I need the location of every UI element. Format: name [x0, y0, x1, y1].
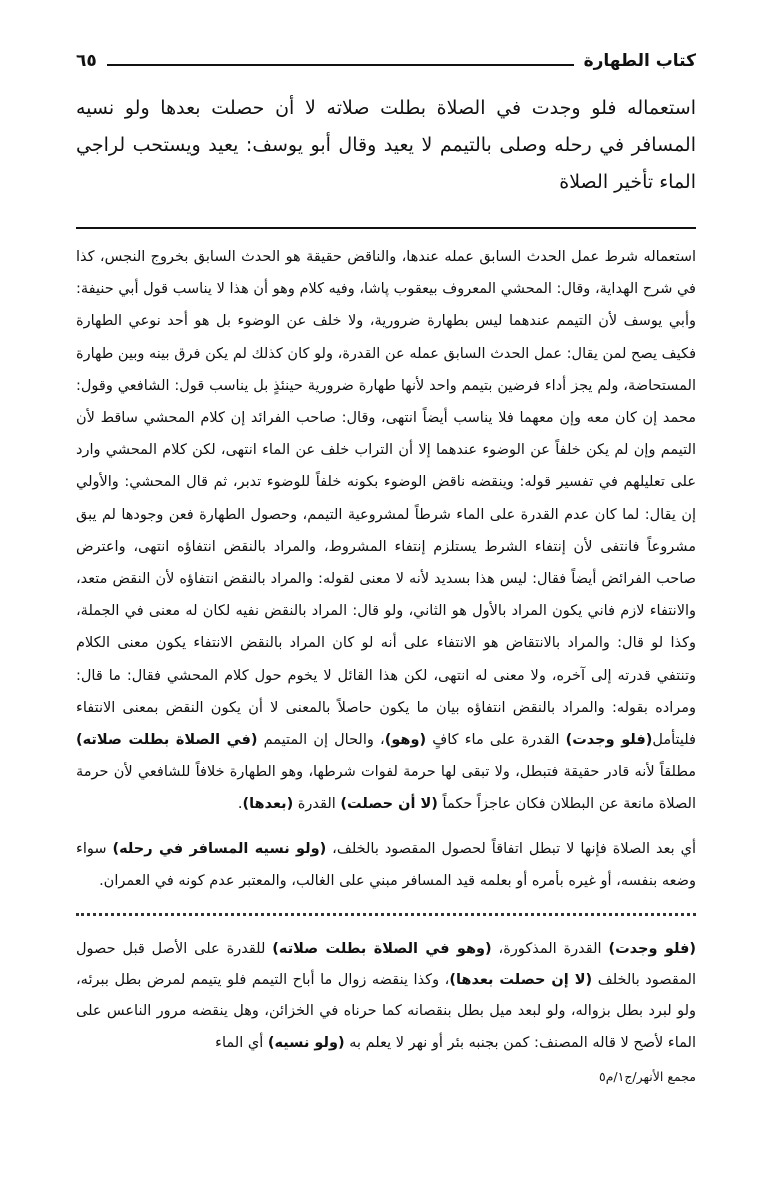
- commentary-divider: [76, 913, 696, 916]
- commentary-text: مطلقاً لأنه قادر حقيقة فتبطل، ولا تبقى لها حرمة لفوات شرطها، وهو الطهارة خلافاً للشافعي لأن حرمة الصلاة مانعة عن البطلان فكان عاجزاً حكماً: [76, 764, 696, 813]
- commentary-text: القدرة على ماء كافٍ: [426, 732, 566, 749]
- book-page: [76, 46, 696, 1092]
- quoted-matn: (ولو نسيه): [267, 1034, 345, 1051]
- quoted-matn: (في الصلاة بطلت صلاته): [76, 732, 258, 749]
- commentary-text: القدرة المذكورة،: [491, 941, 609, 958]
- commentary-text: استعماله شرط عمل الحدث السابق عمله عندها، والناقض حقيقة هو الحدث السابق بخروج النجس، كذا في شرح الهداية، وقال: المحشي المعروف بيعقوب پاشا، وفيه كلام وهو أن هذا لا يناسب قول أبي حنيفة: وأبي يوسف لأن التيمم عندهما ليس بطهارة ضرورية، ولا خلف عن الوضوء بل هو أحد نوعي الطهارة فكيف يصح لمن يقال: عمل الحدث السابق عمله عن القدرة، ولو كان كذلك لم يكن فرق بينه وبين طهارة المستحاضة، ولم يجز أداء فرضين بتيمم واحد لأنها طهارة ضرورية حينئذٍ بل يناسب قول: الشافعي وقول: محمد إن كان معه وإن معهما فلا يناسب أيضاً انتهى، وقال: صاحب الفرائد إن كلام المحشي ساقط لأن التيمم وإن لم يكن خلفاً عن الوضوء عندهما إلا أن التراب خلف عن الماء انتهى، لكن كلام المحشي وارد على تعليلهم في تفسير قوله: وينقضه ناقض الوضوء بكونه خلفاً للوضوء تدبر، ثم قال المحشي: والأولي إن يقال: لما كان عدم القدرة على الماء شرطاً لمشروعية التيمم، وحصول الطهارة فعن وجودها لم يبق مشروعاً فانتفى لأن إنتفاء الشرط يستلزم إنتفاء المشروط، والمراد بالنقض انتفاؤه انتهى، واعترض صاحب الفرائض أيضاً فقال: ليس هذا بسديد لأنه لا معنى لقوله: والمراد بالنقض انتفاؤه لأن النقض متعد، والانتفاء لازم فاني يكون المراد بالأول هو الثاني، ولو قال: المراد بالنقض نفيه لكان له معنى في الجملة، وكذا لو قال: والمراد بالانتقاض هو الانتفاء على أنه لو كان المراد بالنقض الانتفاء يكون معنى الكلام وتنتفي قدرته إلى آخره، ولا معنى له انتهى، لكن هذا القائل لا يخوم حول كلام المحشي فقال: ما قال: ومراده بقوله: والمراد بالنقض انتفاؤه بيان ما يكون حاصلاً بالمعنى لا أن يكون النقض بمعنى الانتفاء فليتأمل: [76, 249, 696, 749]
- commentary-text: للقدرة على الأصل قبل حصول المقصود بالخلف: [76, 941, 696, 989]
- quoted-matn: (لا أن حصلت): [340, 796, 438, 813]
- commentary-text: ، وكذا ينقضه زوال ما أباح التيمم فلو يتيمم لمرض بطل ببرئه، ولو لبرد بطل بزواله، ولو لبعد ميل بطل بنقصانه كما حرناه في الخزائن، وهل ينقضه مرور الناعس على الماء لأصح لا قاله المصنف: كمن بجنبه بئر أو نهر لا يعلم به: [76, 972, 696, 1051]
- quoted-matn: (فلو وجدت): [565, 732, 653, 749]
- chapter-title: كتاب الطهارة: [583, 51, 696, 71]
- main-text-divider: [76, 227, 696, 229]
- commentary-text: القدرة: [293, 796, 341, 813]
- commentary-text: ، والحال إن المتيمم: [257, 732, 385, 749]
- page-number: ٦٥: [76, 51, 97, 71]
- header-rule: [107, 64, 574, 66]
- commentary-paragraph-2: [76, 833, 696, 897]
- quoted-matn: (ولو نسيه المسافر في رحله): [112, 840, 327, 857]
- quoted-matn: (وهو في الصلاة بطلت صلاته): [272, 941, 492, 958]
- commentary-text: سواء وضعه بنفسه، أو غيره بأمره أو بعلمه قيد المسافر مبني على الغالب، والمعتبر عدم كونه في العمران.: [76, 840, 696, 889]
- quoted-matn: (لا إن حصلت بعدها): [449, 972, 593, 989]
- main-text: [76, 90, 696, 201]
- volume-signature: مجمع الأنهر/ج١/م٥: [598, 1068, 696, 1084]
- lower-commentary-paragraph: [76, 934, 696, 1059]
- quoted-matn: (وهو): [384, 732, 427, 749]
- commentary-text: أي بعد الصلاة فإنها لا تبطل اتفاقاً لحصول المقصود بالخلف،: [326, 840, 696, 857]
- main-text-paragraph: استعماله فلو وجدت في الصلاة بطلت صلاته لا أن حصلت بعدها ولو نسيه المسافر في رحله وصلى بالتيمم لا يعيد وقال أبو يوسف: يعيد ويستحب لراجي الماء تأخير الصلاة: [76, 97, 696, 193]
- quoted-matn: (بعدها): [242, 796, 294, 813]
- commentary-text: أي الماء: [215, 1034, 268, 1051]
- running-header: [76, 46, 696, 76]
- commentary-paragraph-1: [76, 241, 696, 821]
- commentary-text: .: [237, 796, 243, 813]
- upper-commentary: [76, 241, 696, 897]
- quoted-matn: (فلو وجدت): [608, 941, 697, 958]
- lower-commentary: [76, 934, 696, 1092]
